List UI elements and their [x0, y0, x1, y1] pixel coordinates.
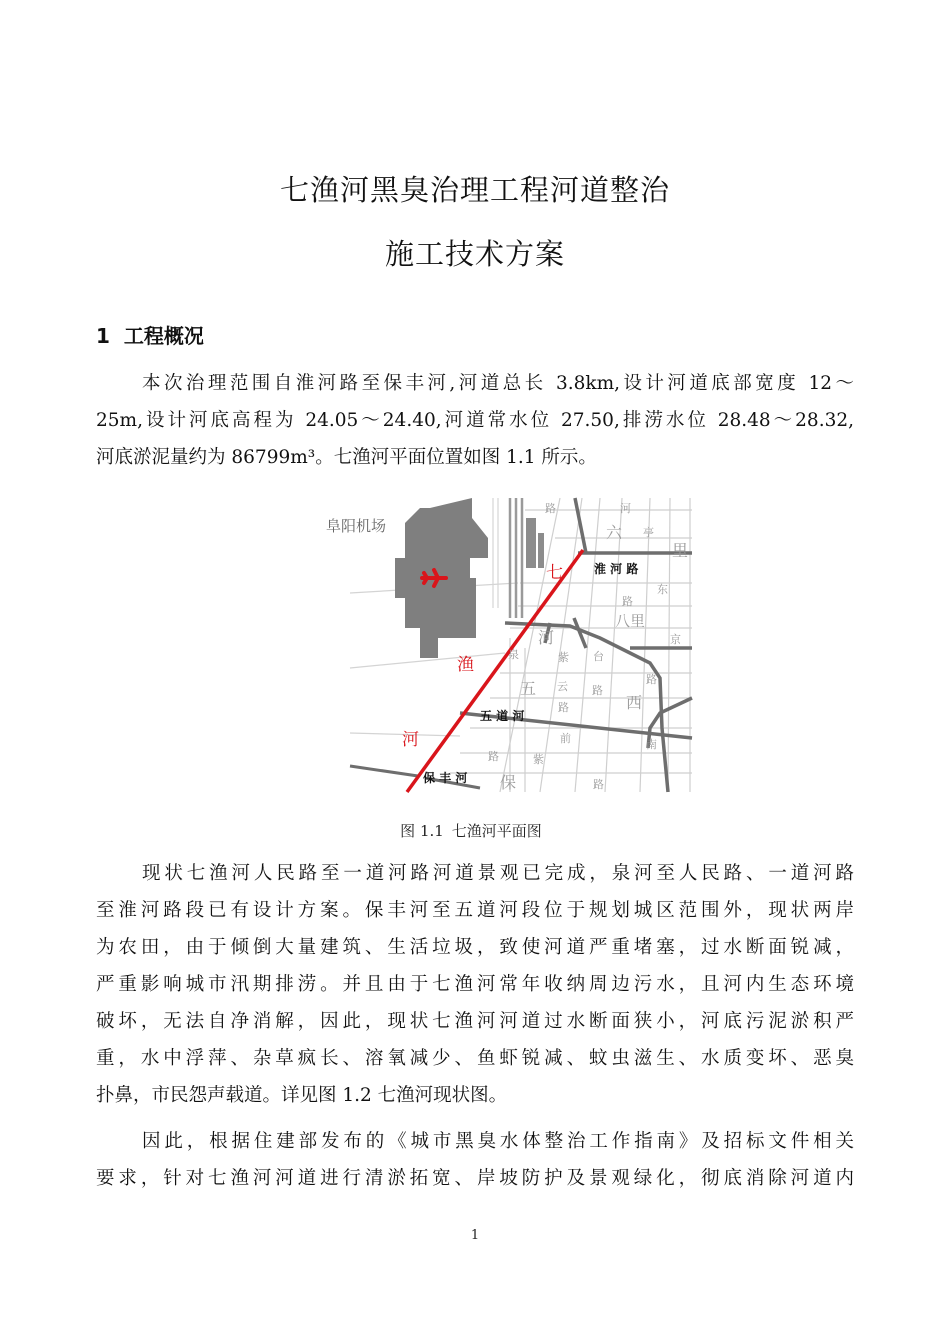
road-wudaohe-label: 五 道 河 — [480, 709, 525, 723]
map-label: 京 — [670, 633, 681, 646]
document-title: 七渔河黑臭治理工程河道整治 — [279, 173, 670, 207]
map-label: 路 — [646, 673, 657, 686]
paragraph1-line: 本次治理范围自淮河路至保丰河,河道总长 3.8km,设计河道底部宽度 12～ — [142, 373, 854, 394]
document-subtitle: 施工技术方案 — [384, 237, 565, 271]
airport-label: 阜阳机场 — [326, 517, 387, 535]
map-label: 六 — [606, 523, 623, 542]
figure-number: 图 1.1 — [400, 822, 444, 840]
paragraph3-line: 要求，针对七渔河河道进行清淤拓宽、岸坡防护及景观绿化，彻底消除河道内 — [96, 1168, 854, 1189]
map-label: 紫 — [533, 753, 544, 766]
paragraph3-line: 因此，根据住建部发布的《城市黑臭水体整治工作指南》及招标文件相关 — [142, 1131, 854, 1152]
map-label: 亭 — [643, 526, 654, 539]
paragraph1-line: 25m,设计河底高程为 24.05～24.40,河道常水位 27.50,排涝水位 28.48～28.32, — [96, 410, 854, 431]
map-label: 路 — [592, 684, 603, 697]
map-label: 紫 — [558, 651, 569, 664]
figure-caption-text: 七渔河平面图 — [451, 822, 542, 840]
map-label: 五 — [520, 679, 537, 698]
river-char-yu: 渔 — [457, 655, 474, 675]
paragraph2-line: 至淮河路段已有设计方案。保丰河至五道河段位于规划城区范围外，现状两岸 — [96, 900, 854, 921]
paragraph2-line: 现状七渔河人民路至一道河路河道景观已完成，泉河至人民路、一道河路 — [142, 863, 854, 884]
page-number: 1 — [470, 1228, 480, 1243]
map-label: 保 — [500, 773, 517, 792]
map-label: 里 — [672, 541, 689, 560]
figure-caption — [0, 820, 950, 841]
paragraph2-line: 重，水中浮萍、杂草疯长、溶氧减少、鱼虾锐减、蚊虫滋生、水质变坏、恶臭 — [96, 1048, 854, 1069]
map-label: 南 — [646, 738, 657, 751]
map-label: 八里 — [615, 612, 646, 630]
paragraph2-line: 破坏，无法自净消解，因此，现状七渔河河道过水断面狭小，河底污泥淤积严 — [96, 1011, 854, 1032]
map-label: 云 — [557, 680, 568, 693]
location-map — [326, 498, 692, 792]
section-heading — [96, 320, 204, 349]
map-label: 路 — [545, 502, 556, 515]
map-label: 路 — [622, 595, 633, 608]
paragraph1-line: 河底淤泥量约为 86799m³。七渔河平面位置如图 1.1 所示。 — [96, 447, 597, 468]
map-label: 西 — [626, 693, 643, 712]
section-title: 工程概况 — [123, 324, 204, 348]
section-number: 1 — [96, 324, 110, 348]
map-label: 泉 — [508, 648, 519, 661]
map-label: 河 — [620, 502, 631, 515]
map-label: 前 — [560, 732, 571, 745]
paragraph2-line: 扑鼻，市民怨声载道。详见图 1.2 七渔河现状图。 — [96, 1085, 508, 1106]
paragraph2-line: 为农田，由于倾倒大量建筑、生活垃圾，致使河道严重堵塞，过水断面锐减， — [96, 937, 854, 958]
map-label: 台 — [593, 650, 604, 663]
map-label: 路 — [593, 778, 604, 791]
map-label: 路 — [558, 701, 569, 714]
river-char-he: 河 — [402, 730, 419, 750]
map-label: 东 — [657, 583, 668, 596]
paragraph2-line: 严重影响城市汛期排涝。并且由于七渔河常年收纳周边污水，且河内生态环境 — [96, 974, 854, 995]
road-huaihe-label: 淮 河 路 — [594, 562, 639, 576]
map-label: 路 — [488, 750, 499, 763]
road-baofenghe-label: 保 丰 河 — [423, 771, 468, 785]
map-label: 河 — [538, 628, 555, 647]
river-char-qi: 七 — [546, 563, 563, 583]
